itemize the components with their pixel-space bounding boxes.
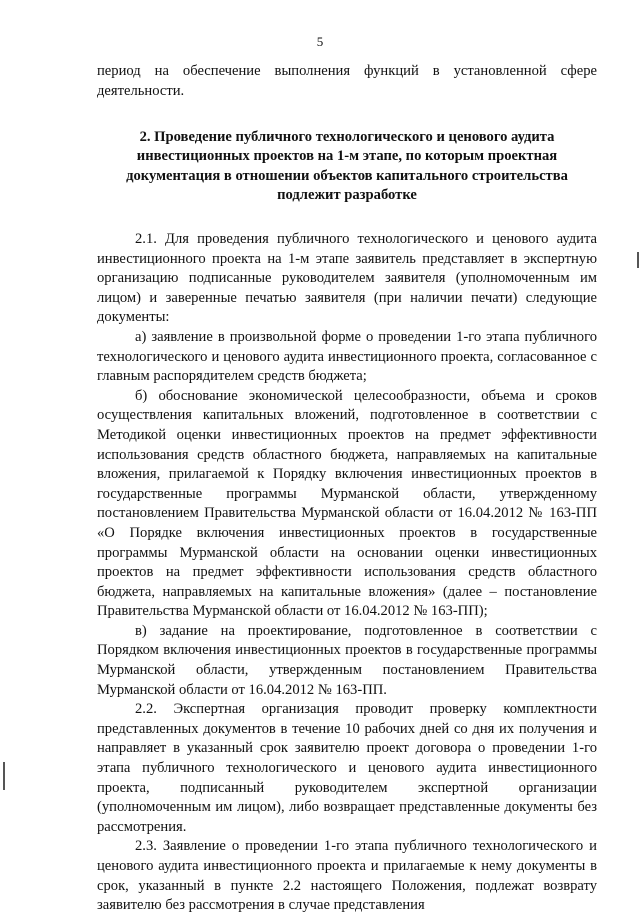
list-item-a: а) заявление в произвольной форме о проведении 1-го этапа публичного технологического и ценового аудита инвестиционного проекта, согласованное с главным распорядителем средств бюджета; (97, 328, 597, 385)
paragraph-2-2: 2.2. Экспертная организация проводит проверку комплектности представленных документов в течение 10 рабочих дней со дня их получения и направляет в указанный срок заявителю проект договора о проведении 1-го этапа публичного технологического и ценового аудита инвестиционного проекта, подписанный руководителем экспертной организации (уполномоченным им лицом), либо возвращает представленные документы без рассмотрения. (97, 701, 597, 835)
section-title: 2. Проведение публичного технологического и ценового аудита инвестиционных проектов на 1-м этапе, по которым проектная документация в отношении объектов капитального строительства подлежит разработке (126, 129, 568, 203)
paragraph-2-1: 2.1. Для проведения публичного технологического и ценового аудита инвестиционного проекта на 1-м этапе заявитель представляет в экспертную организацию подписанные руководителем заявителя (уполномоченным им лицом) и заверенные печатью заявителя (при наличии печати) следующие документы: (97, 231, 597, 326)
document-body (97, 62, 597, 916)
list-item-b: б) обоснование экономической целесообразности, объема и сроков осуществления капитальных вложений, подготовленное в соответствии с Методикой оценки инвестиционных проектов на предмет эффективности использования средств областного бюджета, направляемых на капитальные вложения, прилагаемой к Порядку включения инвестиционных проектов в государственные программы Мурманской области, утвержденному постановлением Правительства Мурманской области от 16.04.2012 № 163-ПП «О Порядке включения инвестиционных проектов в государственные программы Мурманской области на основании оценки инвестиционных проектов на предмет эффективности использования средств областного бюджета, направляемых на капитальные вложения» (далее – постановление Правительства Мурманской области от 16.04.2012 № 163-ПП); (97, 387, 597, 620)
paragraph-2-3: 2.3. Заявление о проведении 1-го этапа публичного технологического и ценового аудита инвестиционного проекта и прилагаемые к нему документы в срок, указанный в пункте 2.2 настоящего Положения, подлежат возврату заявителю без рассмотрения в случае представления (97, 838, 597, 914)
list-item-v: в) задание на проектирование, подготовленное в соответствии с Порядком включения инвестиционных проектов в государственные программы Мурманской области, утвержденным постановлением Правительства Мурманской области от 16.04.2012 № 163-ПП. (97, 622, 597, 698)
intro-paragraph: период на обеспечение выполнения функций в установленной сфере деятельности. (97, 63, 597, 99)
margin-mark-right (637, 252, 639, 268)
margin-mark-left (3, 762, 5, 790)
page-number: 5 (316, 34, 324, 49)
